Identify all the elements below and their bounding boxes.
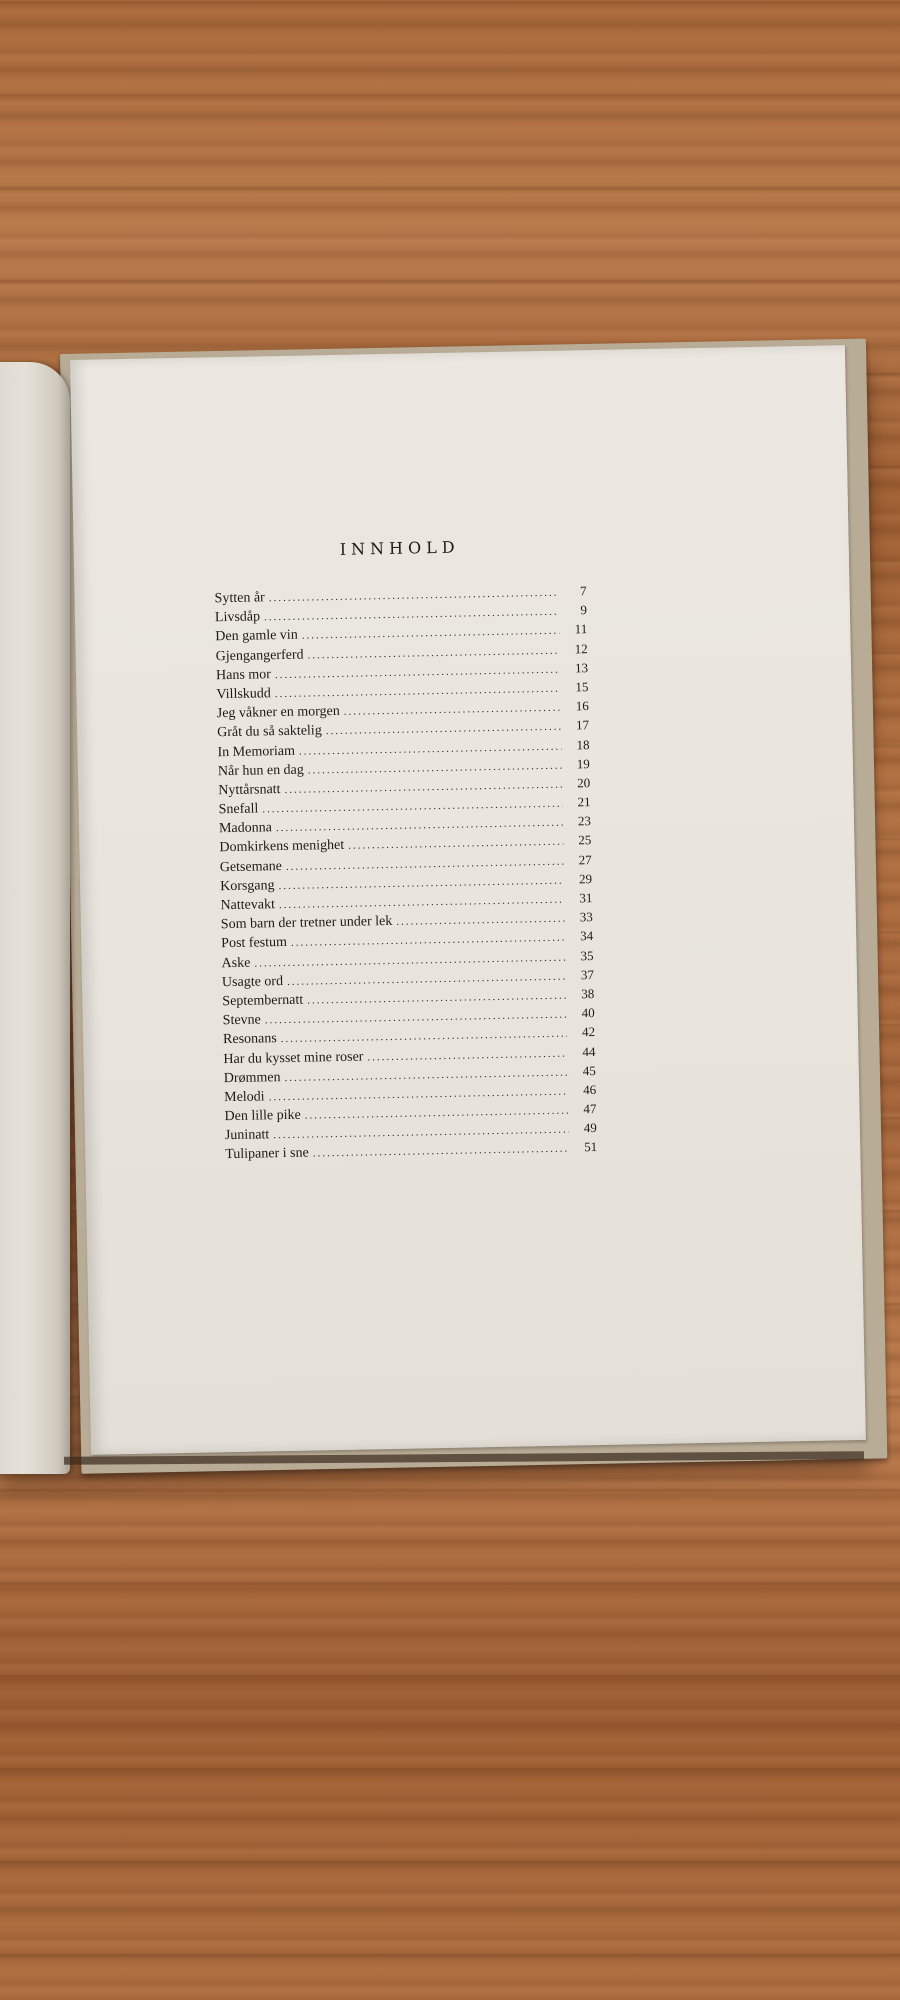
toc-entry-title: Jeg våkner en morgen (216, 704, 340, 722)
toc-entry-title: Nyttårsnatt (218, 781, 281, 799)
toc-entry-title: Gjengangerferd (215, 647, 304, 664)
book-page (70, 345, 866, 1455)
toc-page-number: 15 (575, 679, 589, 695)
toc-entry-title: Sytten år (214, 590, 265, 607)
toc-entry-title: Når hun en dag (217, 762, 304, 779)
table-of-contents (214, 535, 598, 1164)
toc-page-number: 31 (579, 890, 593, 906)
toc-page-number: 47 (583, 1101, 597, 1117)
toc-entry-title: Gråt du så saktelig (217, 723, 322, 741)
toc-page-number: 17 (575, 717, 590, 733)
toc-page-number: 35 (580, 947, 594, 963)
toc-page-number: 27 (578, 851, 592, 867)
toc-entry-title: Korsgang (219, 877, 275, 895)
toc-entry-title: Snefall (218, 801, 259, 818)
toc-page-number: 38 (581, 985, 595, 1002)
toc-entry-title: Nattevakt (220, 897, 276, 914)
toc-page-number: 44 (582, 1043, 596, 1059)
toc-page-number: 49 (583, 1120, 597, 1136)
toc-entry-title: Madonna (218, 820, 273, 837)
toc-entry-title: Tulipaner i sne (225, 1146, 309, 1163)
toc-page-number: 9 (580, 602, 588, 618)
toc-entry-title: Har du kysset mine roser (223, 1048, 364, 1067)
toc-page-number: 42 (581, 1024, 596, 1040)
toc-entry-title: Septembernatt (222, 992, 304, 1010)
toc-page-number: 29 (578, 870, 593, 887)
toc-entry-title: Melodi (224, 1089, 265, 1106)
toc-page-number: 7 (579, 583, 587, 599)
toc-page-number: 46 (582, 1081, 597, 1098)
toc-page-number: 37 (580, 966, 595, 983)
toc-page-number: 11 (574, 621, 588, 637)
toc-entry-title: Domkirkens menighet (219, 838, 345, 856)
toc-entry-title: In Memoriam (217, 743, 296, 760)
toc-entry-title: Den gamle vin (215, 628, 298, 645)
toc-page-number: 33 (579, 909, 593, 925)
toc-entry-title: Drømmen (223, 1069, 281, 1086)
toc-entry-title: Stevne (222, 1012, 261, 1029)
toc-entry-title: Hans mor (215, 666, 272, 684)
toc-page-number: 21 (577, 794, 591, 810)
toc-page-number: 40 (581, 1005, 595, 1021)
toc-page-number: 25 (578, 832, 592, 848)
toc-entry-title: Aske (221, 955, 251, 971)
toc-page-number: 45 (582, 1062, 596, 1078)
left-page (0, 362, 70, 1474)
toc-page-number: 13 (574, 659, 589, 676)
toc-page-number: 19 (576, 755, 590, 772)
toc-page-number: 20 (577, 774, 591, 791)
toc-entry-title: Som barn der tretner under lek (220, 914, 393, 933)
toc-page-number: 16 (575, 698, 589, 714)
toc-page-number: 18 (576, 736, 590, 752)
toc-list (214, 581, 597, 1164)
toc-entry-title: Resonans (222, 1031, 277, 1048)
toc-page-number: 12 (574, 640, 588, 656)
toc-page-number: 23 (577, 813, 592, 829)
toc-heading: INNHOLD (339, 537, 460, 559)
toc-page-number: 51 (584, 1139, 598, 1155)
toc-entry-title: Den lille pike (224, 1107, 301, 1125)
toc-entry-title: Juninatt (224, 1127, 270, 1144)
toc-entry-title: Villskudd (216, 686, 271, 703)
toc-page-number: 34 (580, 928, 594, 944)
toc-entry-title: Getsemane (219, 858, 283, 875)
toc-dot-leader (313, 1140, 570, 1164)
toc-entry-title: Post festum (221, 935, 288, 952)
toc-entry-title: Usagte ord (221, 973, 284, 990)
toc-entry-title: Livsdåp (214, 609, 261, 626)
